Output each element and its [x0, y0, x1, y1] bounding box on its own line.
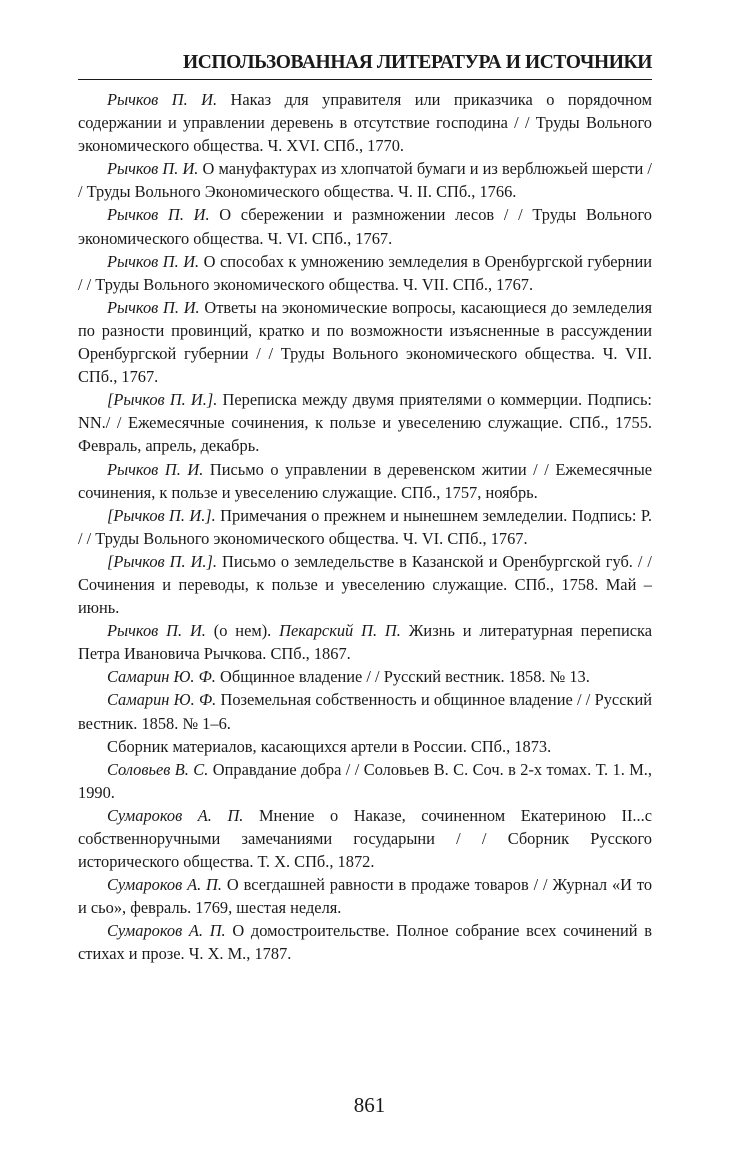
bibliography-entry	[78, 203, 652, 249]
entry-text: Письмо о управлении в деревенском житии / / Ежемесячные сочинения, к пользе и увеселению служащие. СПб., 1757, ноябрь.	[78, 459, 652, 502]
entry-author: Сумароков А. П.	[107, 921, 226, 941]
entry-text: Ответы на экономические вопросы, касающиеся до земледелия по разности провинций, кратко и по возможности изъясненные в рассуждении Оренбургской губернии / / Труды Вольного экономического общества. Ч. VII. СПб., 1767.	[78, 297, 652, 387]
bibliography-entry	[78, 665, 652, 688]
bibliography-entry	[78, 250, 652, 296]
entry-author: [Рычков П. И.].	[107, 551, 217, 571]
entry-author: [Рычков П. И.].	[107, 390, 218, 410]
entry-text: О способах к умножению земледелия в Оренбургской губернии / / Труды Вольного экономического общества. Ч. VII. СПб., 1767.	[78, 251, 652, 294]
entry-author: Сумароков А. П.	[107, 805, 244, 825]
page-body	[78, 48, 652, 966]
entry-author: Рычков П. И.	[107, 251, 200, 271]
entry-text: Сборник материалов, касающихся артели в России. СПб., 1873.	[107, 736, 552, 756]
bibliography-entry	[78, 550, 652, 619]
entry-author: Рычков П. И.	[107, 90, 218, 109]
entry-author: Рычков П. И.	[107, 205, 210, 225]
entry-author: Рычков П. И.	[107, 459, 204, 479]
entry-author: Соловьев В. С.	[107, 759, 209, 779]
bibliography-entry	[78, 504, 652, 550]
entry-text: Примечания о прежнем и нынешнем земледелии. Подпись: Р. / / Труды Вольного экономического общества. Ч. VI. СПб., 1767.	[78, 505, 652, 548]
bibliography-entry	[78, 619, 652, 665]
entry-author: [Рычков П. И.].	[107, 505, 216, 525]
entry-author: Самарин Ю. Ф.	[107, 667, 216, 687]
entry-text: Переписка между двумя приятелями о коммерции. Подпись: NN./ / Ежемесячные сочинения, к пользе и увеселению служащие. СПб., 1755. Февраль, апрель, декабрь.	[78, 390, 652, 456]
bibliography-entry	[78, 688, 652, 734]
running-header: ИСПОЛЬЗОВАННАЯ ЛИТЕРАТУРА И ИСТОЧНИКИ	[78, 48, 652, 80]
entry-author: Сумароков А. П.	[107, 875, 222, 895]
page-number: 861	[353, 1093, 386, 1117]
bibliography-entry	[78, 88, 652, 157]
bibliography-entry	[78, 758, 652, 804]
bibliography-entry	[78, 296, 652, 388]
bibliography-entry	[78, 157, 652, 203]
entry-text: Поземельная собственность и общинное владение / / Русский вестник. 1858. № 1–6.	[78, 690, 652, 733]
entry-author: Рычков П. И.	[107, 297, 200, 317]
bibliography-entry	[78, 458, 652, 504]
entry-author: Пекарский П. П.	[279, 621, 401, 641]
entry-text: (о нем).	[205, 621, 280, 641]
bibliography-entry	[78, 919, 652, 965]
bibliography-entry	[78, 873, 652, 919]
entry-text: Общинное владение / / Русский вестник. 1858. № 13.	[215, 667, 590, 687]
entry-author: Рычков П. И.	[107, 159, 199, 179]
entry-text: О сбережении и размножении лесов / / Труды Вольного экономического общества. Ч. VI. СПб., 1767.	[78, 205, 652, 248]
entry-text: О домостроительстве. Полное собрание всех сочинений в стихах и прозе. Ч. X. М., 1787.	[78, 921, 653, 964]
bibliography-list	[78, 88, 652, 966]
entry-author: Самарин Ю. Ф.	[107, 690, 217, 710]
entry-text: Оправдание добра / / Соловьев В. С. Соч. в 2-х томах. Т. 1. М., 1990.	[78, 759, 652, 802]
bibliography-entry	[78, 388, 652, 457]
entry-text: О всегдашней равности в продаже товаров / / Журнал «И то и сьо», февраль. 1769, шестая неделя.	[78, 875, 653, 918]
entry-text: Наказ для управителя или приказчика о порядочном содержании и управлении деревень в отсутствие господина / / Труды Вольного экономического общества. Ч. XVI. СПб., 1770.	[78, 90, 652, 156]
entry-text: О мануфактурах из хлопчатой бумаги и из верблюжьей шерсти / / Труды Вольного Экономического общества. Ч. II. СПб., 1766.	[78, 159, 652, 202]
entry-author: Рычков П. И.	[107, 621, 206, 641]
entry-text: Жизнь и литературная переписка Петра Ивановича Рычкова. СПб., 1867.	[78, 621, 652, 664]
entry-text: Письмо о земледельстве в Казанской и Оренбургской губ. / / Сочинения и переводы, к пользе и увеселению служащие. СПб., 1758. Май – июнь.	[78, 551, 652, 618]
entry-text: Мнение о Наказе, сочиненном Екатериною II...с собственноручными замечаниями государыни / / Сборник Русского исторического общества. Т. X. СПб., 1872.	[78, 805, 652, 872]
bibliography-entry	[78, 804, 652, 873]
bibliography-entry	[78, 735, 652, 758]
